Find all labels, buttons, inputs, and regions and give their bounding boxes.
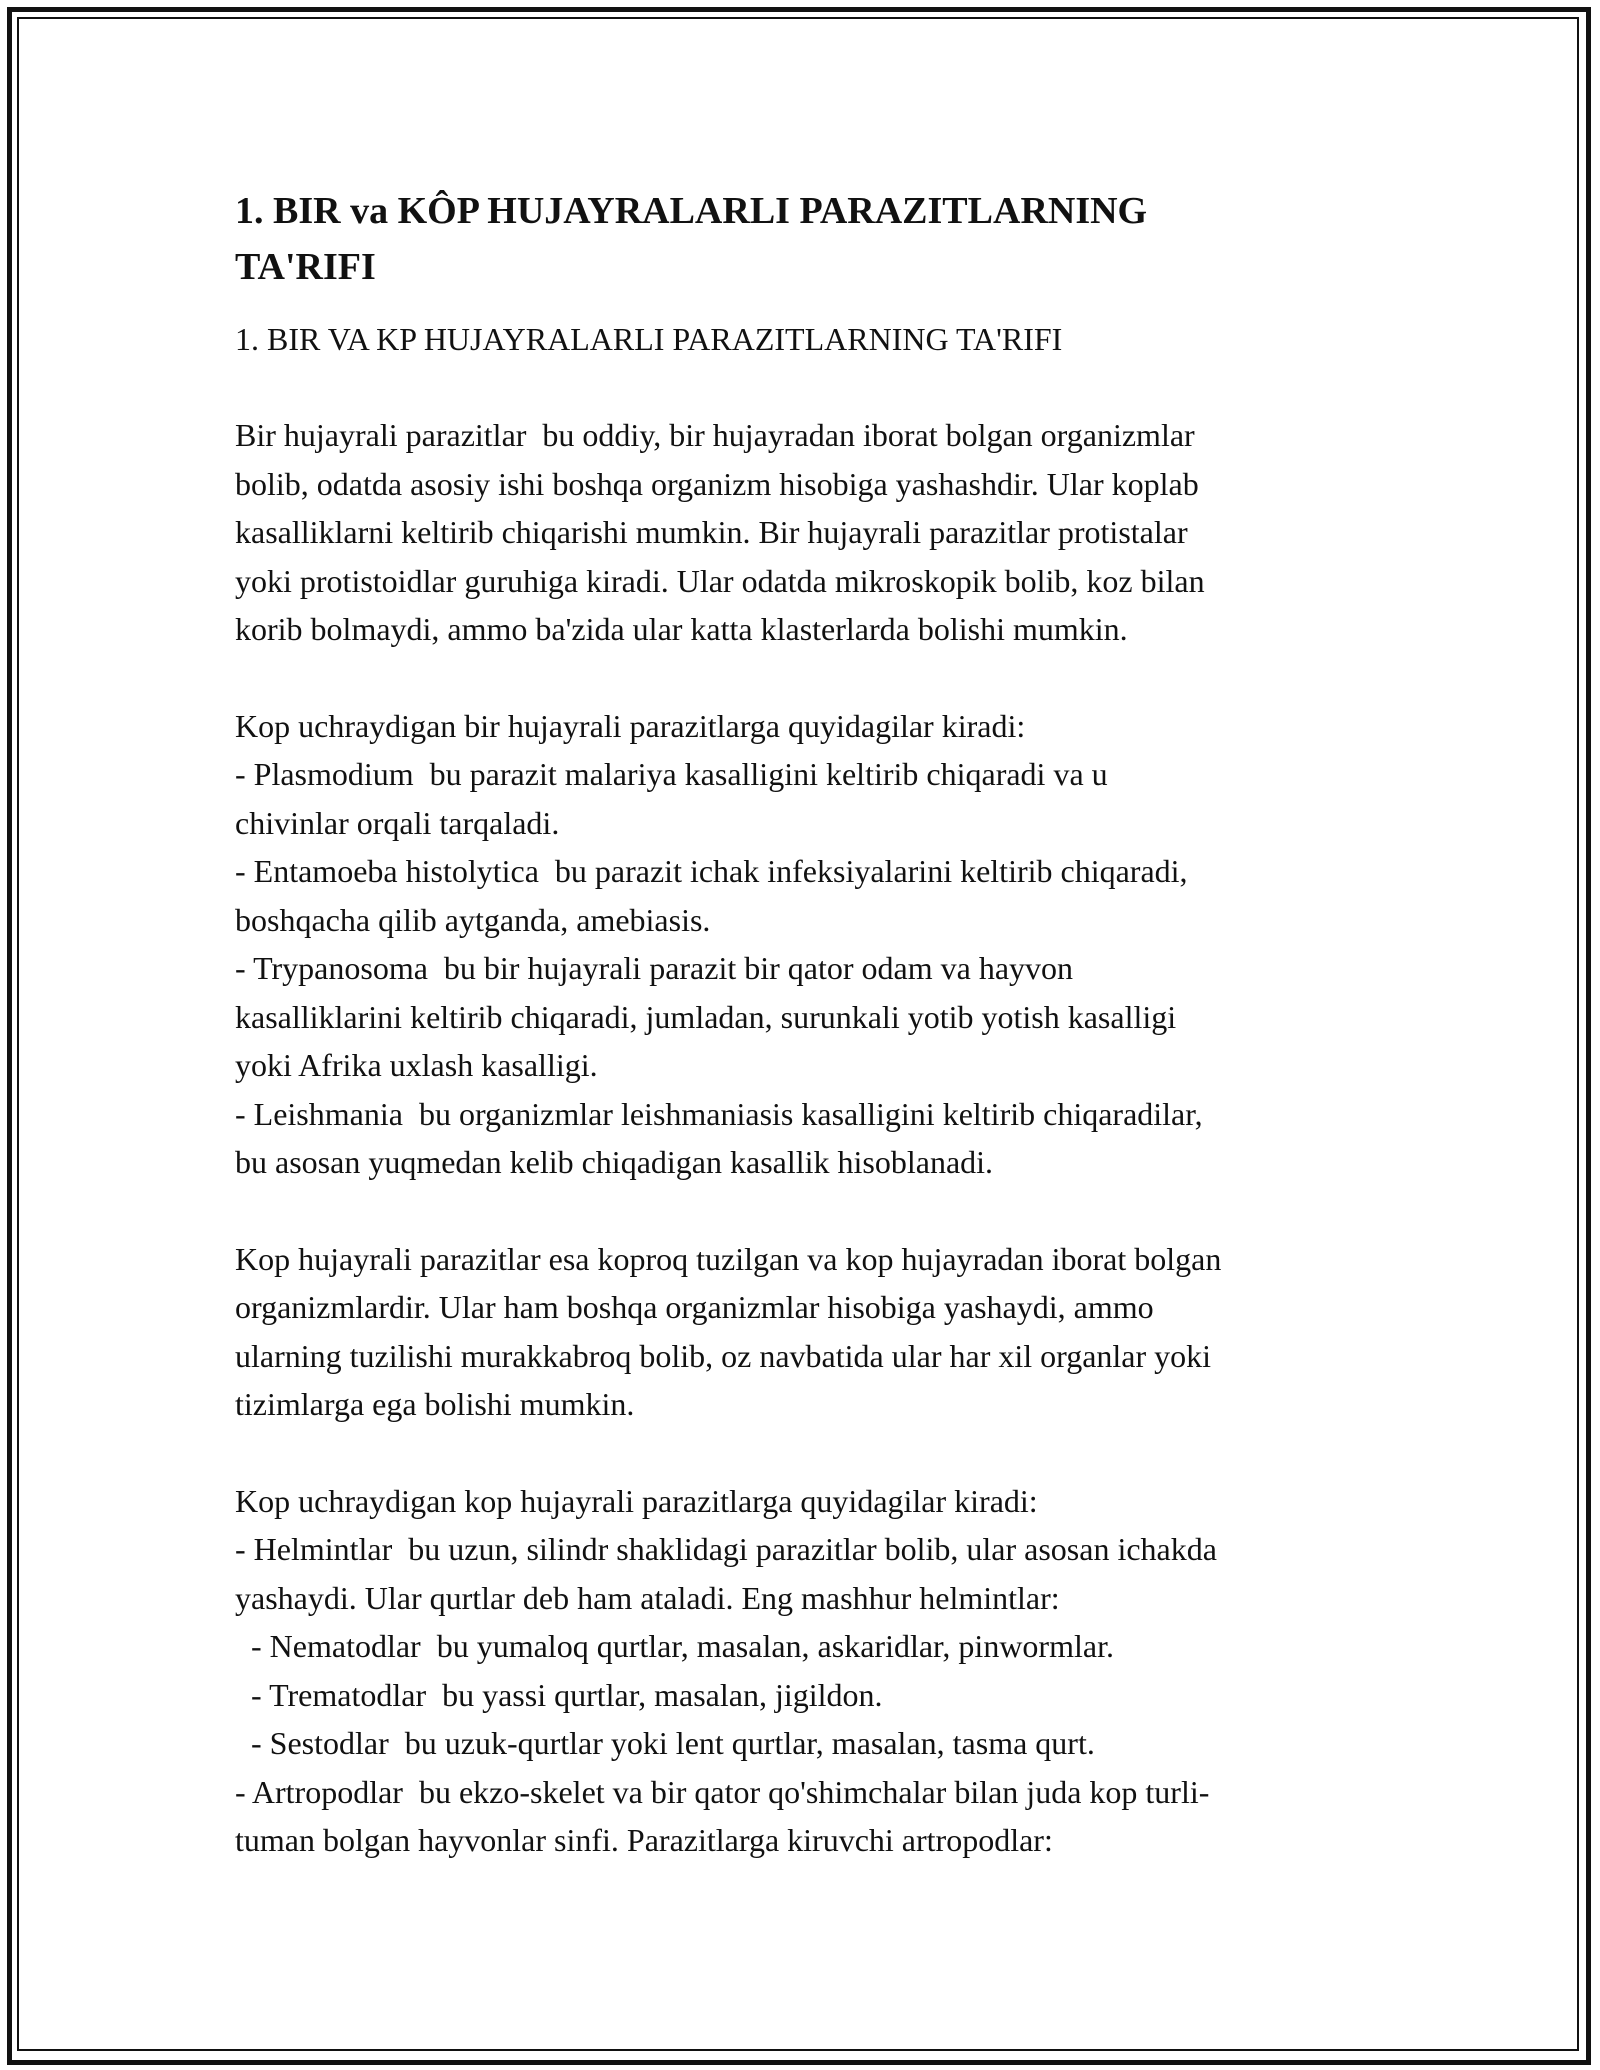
list-item: - Leishmania bu organizmlar leishmaniasis kasalligini keltirib chiqaradilar, (235, 1095, 1203, 1132)
text-line: kasalliklarni keltirib chiqarishi mumkin. Bir hujayrali parazitlar protistalar (235, 514, 1188, 550)
text-line: Kop uchraydigan bir hujayrali parazitlarga quyidagilar kiradi: (235, 707, 1026, 744)
text-line: tuman bolgan hayvonlar sinfi. Parazitlarga kiruvchi artropodlar: (235, 1822, 1053, 1858)
paragraph-intro (235, 411, 1385, 654)
text-line: Kop hujayrali parazitlar esa koproq tuzilgan va kop hujayradan iborat bolgan (235, 1240, 1222, 1277)
text-line: korib bolmaydi, ammo ba'zida ular katta klasterlarda bolishi mumkin. (235, 611, 1128, 647)
text-line: bolib, odatda asosiy ishi boshqa organizm hisobiga yashashdir. Ular koplab (235, 465, 1199, 502)
document-body (235, 183, 1385, 1865)
text-line: bu asosan yuqmedan kelib chiqadigan kasallik hisoblanadi. (235, 1144, 994, 1180)
sub-list-item: - Nematodlar bu yumaloq qurtlar, masalan, askaridlar, pinwormlar. (235, 1628, 1114, 1664)
text-line: tizimlarga ega bolishi mumkin. (235, 1386, 635, 1422)
paragraph-unicellular-list (235, 702, 1385, 1187)
text-line: kasalliklarini keltirib chiqaradi, jumladan, surunkali yotib yotish kasalligi (235, 998, 1177, 1035)
paragraph-multicellular-list (235, 1477, 1385, 1865)
title-line: 1. BIR va KÔP HUJAYRALARLI PARAZITLARNING (235, 190, 1148, 232)
list-item: - Helmintlar bu uzun, silindr shaklidagi parazitlar bolib, ular asosan ichakda (235, 1531, 1217, 1567)
paragraph-multicellular-intro (235, 1235, 1385, 1429)
text-line: yoki Afrika uxlash kasalligi. (235, 1047, 598, 1083)
document-subtitle: 1. BIR VA KP HUJAYRALARLI PARAZITLARNING TA'RIFI (235, 321, 1063, 357)
list-item: - Plasmodium bu parazit malariya kasalligini keltirib chiqaradi va u (235, 756, 1108, 792)
list-item: - Entamoeba histolytica bu parazit ichak infeksiyalarini keltirib chiqaradi, (235, 853, 1188, 889)
text-line: ularning tuzilishi murakkabroq bolib, oz navbatida ular har xil organlar yoki (235, 1337, 1212, 1374)
text-line: Bir hujayrali parazitlar bu oddiy, bir hujayradan iborat bolgan organizmlar (235, 417, 1195, 453)
text-line: Kop uchraydigan kop hujayrali parazitlarga quyidagilar kiradi: (235, 1482, 1038, 1519)
text-line: yashaydi. Ular qurtlar deb ham ataladi. Eng mashhur helmintlar: (235, 1579, 1060, 1616)
title-line: TA'RIFI (235, 246, 376, 288)
sub-list-item: - Sestodlar bu uzuk-qurtlar yoki lent qurtlar, masalan, tasma qurt. (235, 1725, 1095, 1761)
text-line: chivinlar orqali tarqaladi. (235, 804, 560, 841)
text-line: boshqacha qilib aytganda, amebiasis. (235, 901, 711, 938)
document-title (235, 183, 1385, 295)
text-line: organizmlardir. Ular ham boshqa organizmlar hisobiga yashaydi, ammo (235, 1289, 1154, 1325)
list-item: - Artropodlar bu ekzo-skelet va bir qator qo'shimchalar bilan juda kop turli- (235, 1773, 1210, 1810)
list-item: - Trypanosoma bu bir hujayrali parazit bir qator odam va hayvon (235, 950, 1074, 986)
text-line: yoki protistoidlar guruhiga kiradi. Ular odatda mikroskopik bolib, koz bilan (235, 562, 1205, 599)
sub-list-item: - Trematodlar bu yassi qurtlar, masalan, jigildon. (235, 1676, 883, 1713)
